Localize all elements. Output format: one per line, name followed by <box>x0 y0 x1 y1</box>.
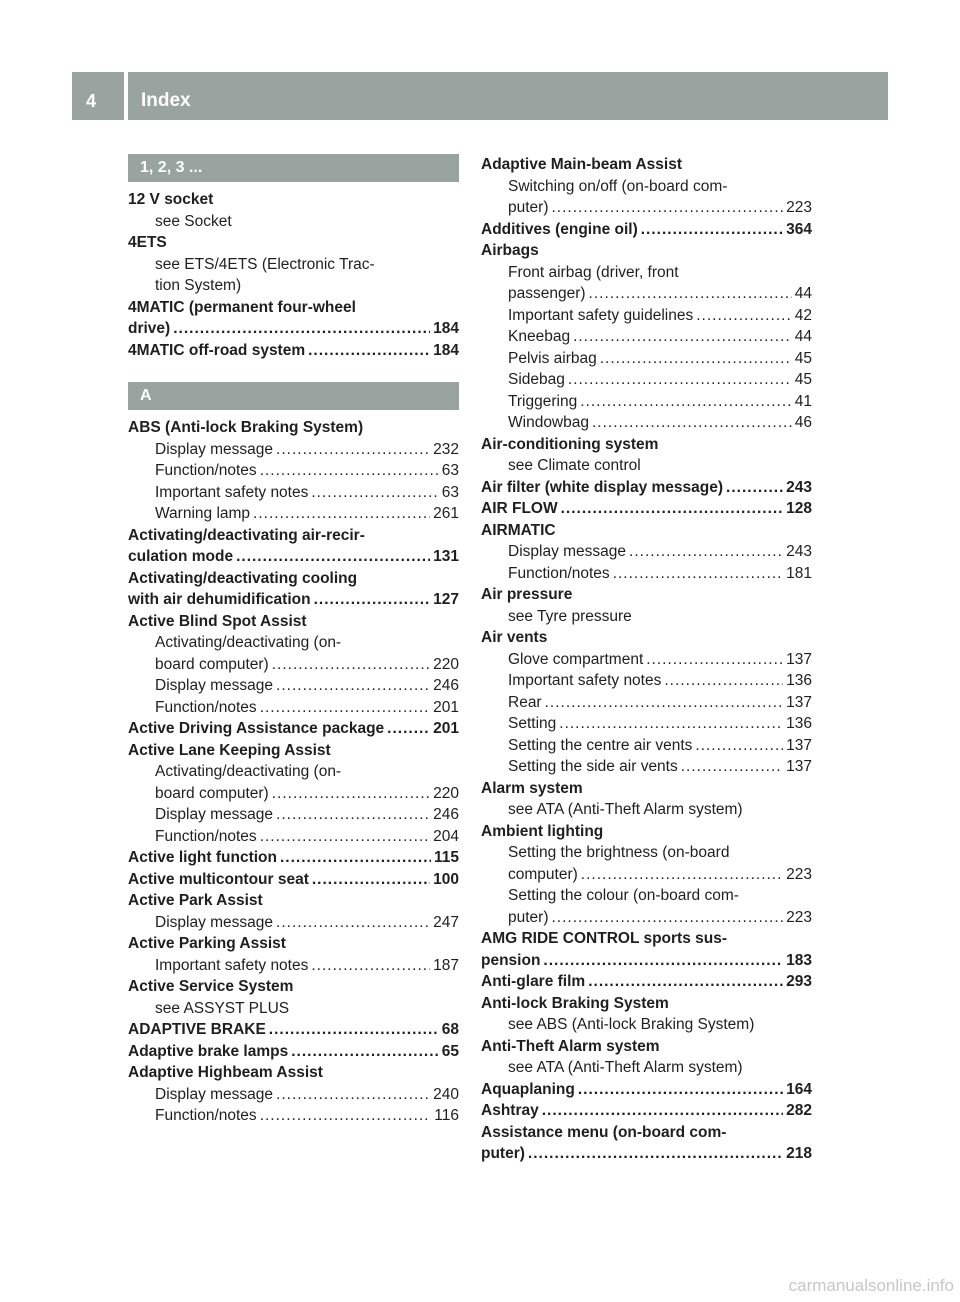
page-reference[interactable]: 232 <box>433 440 459 458</box>
index-subentry <box>481 1057 812 1079</box>
entry-text: Setting the colour (on-board com- <box>508 887 739 904</box>
entry-text: Important safety notes <box>508 672 662 689</box>
entry-text: puter) <box>508 199 549 216</box>
dot-leader <box>543 950 783 972</box>
index-entry[interactable] <box>481 864 812 886</box>
index-entry[interactable] <box>481 735 812 757</box>
index-subentry <box>128 254 459 276</box>
watermark: carmanualsonline.info <box>788 1276 954 1295</box>
dot-leader <box>272 783 430 805</box>
entry-text: culation mode <box>128 548 234 565</box>
index-keyword <box>128 417 459 439</box>
index-entry[interactable] <box>481 950 812 972</box>
index-keyword <box>128 1062 459 1084</box>
index-keyword <box>128 297 459 319</box>
entry-text: Function/notes <box>508 564 610 582</box>
entry-text: Display message <box>155 913 274 931</box>
dot-leader <box>173 318 430 340</box>
index-entry[interactable] <box>481 283 812 305</box>
dot-leader <box>629 541 783 563</box>
entry-text: drive) <box>128 320 171 337</box>
index-entry[interactable] <box>128 460 459 482</box>
entry-text: pension <box>481 951 541 969</box>
entry-text: tion System) <box>155 277 242 294</box>
page-reference[interactable]: 44 <box>794 328 812 345</box>
dot-leader <box>545 692 784 714</box>
index-entry[interactable] <box>481 412 812 434</box>
index-subentry <box>128 275 459 297</box>
index-keyword <box>481 520 812 542</box>
dot-leader <box>646 649 783 671</box>
index-entry[interactable] <box>128 1084 459 1106</box>
index-entry[interactable] <box>481 649 812 671</box>
entry-text: puter) <box>508 908 549 926</box>
entry-text: AIR FLOW <box>481 500 558 517</box>
index-subentry <box>481 455 812 477</box>
index-entry[interactable] <box>481 1143 812 1165</box>
index-entry[interactable] <box>128 1019 459 1041</box>
dot-leader <box>528 1143 783 1165</box>
entry-text: Display message <box>508 543 627 560</box>
index-subentry <box>481 799 812 821</box>
index-entry[interactable] <box>481 305 812 327</box>
entry-text: see ABS (Anti-lock Braking System) <box>508 1016 755 1033</box>
entry-text: Rear <box>508 693 542 711</box>
entry-text: Kneebag <box>508 328 571 345</box>
index-entry[interactable] <box>481 971 812 993</box>
index-subentry <box>481 1014 812 1036</box>
entry-text: Active Park Assist <box>128 892 263 909</box>
index-entry[interactable] <box>128 869 459 891</box>
index-entry[interactable] <box>481 756 812 778</box>
entry-text: Air pressure <box>481 586 573 603</box>
dot-leader <box>573 326 792 348</box>
header-title: Index <box>141 90 191 111</box>
page-reference[interactable]: 63 <box>441 462 459 479</box>
entry-text: Display message <box>155 806 274 823</box>
page-reference[interactable]: 42 <box>794 306 812 324</box>
page-reference[interactable]: 44 <box>794 285 812 302</box>
entry-text: Activating/deactivating cooling <box>128 569 358 587</box>
page-reference[interactable]: 136 <box>786 715 812 732</box>
index-subentry <box>481 176 812 198</box>
entry-text: see Socket <box>155 212 232 230</box>
dot-leader <box>696 305 792 327</box>
page-reference[interactable]: 100 <box>433 870 459 888</box>
page-reference[interactable]: 41 <box>794 392 812 410</box>
index-keyword <box>481 154 812 176</box>
entry-text: Pelvis airbag <box>508 349 597 367</box>
index-keyword <box>481 584 812 606</box>
index-keyword <box>481 778 812 800</box>
page-reference[interactable]: 293 <box>786 973 812 990</box>
page-reference[interactable]: 220 <box>433 655 459 673</box>
index-keyword <box>481 627 812 649</box>
dot-leader <box>613 563 783 585</box>
entry-text: Adaptive brake lamps <box>128 1042 289 1060</box>
entry-text: computer) <box>508 865 578 883</box>
index-entry[interactable] <box>128 1041 459 1063</box>
entry-text: Anti-lock Braking System <box>481 994 669 1012</box>
index-entry[interactable] <box>481 541 812 563</box>
header-bar <box>72 72 888 120</box>
page-reference[interactable]: 247 <box>433 913 459 931</box>
page-number: 4 <box>86 91 97 111</box>
dot-leader <box>276 1084 430 1106</box>
entry-text: Front airbag (driver, front <box>508 263 679 281</box>
index-keyword <box>128 525 459 547</box>
page-reference[interactable]: 45 <box>794 349 812 367</box>
entry-text: see ATA (Anti-Theft Alarm system) <box>508 1059 743 1076</box>
section-heading: 1, 2, 3 ... <box>128 154 459 182</box>
page-reference[interactable]: 201 <box>433 720 459 737</box>
index-entry[interactable] <box>128 340 459 362</box>
index-entry[interactable] <box>128 718 459 740</box>
page-reference[interactable]: 45 <box>794 371 812 388</box>
entry-text: Important safety notes <box>155 956 309 974</box>
page-reference[interactable]: 240 <box>433 1085 459 1103</box>
page-reference[interactable]: 184 <box>433 341 459 359</box>
entry-text: Air filter (white display message) <box>481 478 724 496</box>
entry-text: passenger) <box>508 285 586 302</box>
entry-text: Important safety guidelines <box>508 306 694 324</box>
dot-leader <box>568 369 792 391</box>
entry-text: Glove compartment <box>508 650 644 668</box>
dot-leader <box>260 460 439 482</box>
index-entry[interactable] <box>481 907 812 929</box>
entry-text: Function/notes <box>155 698 257 716</box>
index-entry[interactable] <box>128 439 459 461</box>
page-reference[interactable]: 243 <box>786 478 812 496</box>
index-keyword <box>481 240 812 262</box>
page-reference[interactable]: 246 <box>433 806 459 823</box>
dot-leader <box>276 675 430 697</box>
page-reference[interactable]: 127 <box>433 591 459 608</box>
dot-leader <box>236 546 430 568</box>
page-reference[interactable]: 116 <box>434 1107 459 1124</box>
dot-leader <box>260 1105 432 1127</box>
entry-text: Switching on/off (on-board com- <box>508 177 728 195</box>
dot-leader <box>588 971 783 993</box>
entry-text: 12 V socket <box>128 191 214 208</box>
index-keyword <box>481 928 812 950</box>
index-entry[interactable] <box>128 482 459 504</box>
dot-leader <box>542 1100 783 1122</box>
dot-leader <box>276 804 430 826</box>
index-entry[interactable] <box>481 197 812 219</box>
entry-text: Function/notes <box>155 462 257 479</box>
page-reference[interactable]: 137 <box>786 736 812 754</box>
entry-text: Setting the brightness (on-board <box>508 844 730 861</box>
page-reference[interactable]: 68 <box>441 1021 459 1038</box>
page-reference[interactable]: 218 <box>786 1145 812 1162</box>
page-reference[interactable]: 137 <box>786 693 812 711</box>
page-reference[interactable]: 204 <box>433 827 459 845</box>
index-subentry <box>481 842 812 864</box>
dot-leader <box>308 340 430 362</box>
index-entry[interactable] <box>481 391 812 413</box>
dot-leader <box>253 503 430 525</box>
dot-leader <box>269 1019 439 1041</box>
entry-text: Function/notes <box>155 1107 257 1124</box>
page-reference[interactable]: 115 <box>433 849 459 866</box>
dot-leader <box>552 907 784 929</box>
entry-text: Display message <box>155 440 274 458</box>
entry-text: Display message <box>155 677 274 694</box>
index-subentry <box>481 606 812 628</box>
index-section <box>128 382 459 1127</box>
dot-leader <box>552 197 784 219</box>
entry-text: Active Service System <box>128 978 294 995</box>
page-reference[interactable]: 223 <box>786 908 812 926</box>
index-entry[interactable] <box>481 1100 812 1122</box>
dot-leader <box>641 219 783 241</box>
entry-text: Anti-glare film <box>481 973 586 990</box>
entry-text: Adaptive Highbeam Assist <box>128 1064 323 1081</box>
dot-leader <box>592 412 792 434</box>
entry-text: Active Blind Spot Assist <box>128 612 307 630</box>
index-keyword <box>481 1036 812 1058</box>
entry-text: Alarm system <box>481 779 583 797</box>
index-section <box>128 154 459 361</box>
page-reference[interactable]: 243 <box>786 543 812 560</box>
dot-leader <box>581 864 783 886</box>
index-entry[interactable] <box>481 692 812 714</box>
entry-text: 4MATIC (permanent four-wheel <box>128 298 356 316</box>
entry-text: Ashtray <box>481 1102 539 1119</box>
index-entry[interactable] <box>481 369 812 391</box>
entry-text: Anti-Theft Alarm system <box>481 1037 660 1055</box>
index-entry[interactable] <box>128 546 459 568</box>
entry-text: Setting <box>508 715 557 732</box>
page-reference[interactable]: 201 <box>433 698 459 716</box>
page-reference[interactable]: 128 <box>786 500 812 517</box>
index-entry[interactable] <box>481 713 812 735</box>
index-entry[interactable] <box>128 912 459 934</box>
entry-text: Adaptive Main-beam Assist <box>481 156 682 173</box>
dot-leader <box>276 439 430 461</box>
index-entry[interactable] <box>481 326 812 348</box>
dot-leader <box>580 391 792 413</box>
dot-leader <box>600 348 792 370</box>
page-reference[interactable]: 181 <box>786 564 812 582</box>
index-keyword <box>128 890 459 912</box>
index-keyword <box>481 821 812 843</box>
entry-text: Aquaplaning <box>481 1080 575 1098</box>
dot-leader <box>311 482 438 504</box>
index-entry[interactable] <box>481 219 812 241</box>
index-keyword <box>128 933 459 955</box>
entry-text: Triggering <box>508 392 578 410</box>
entry-text: Activating/deactivating (on- <box>155 634 342 651</box>
page-reference[interactable]: 137 <box>786 650 812 668</box>
entry-text: Active Driving Assistance package <box>128 720 385 737</box>
entry-text: 4ETS <box>128 234 167 251</box>
dot-leader <box>260 697 430 719</box>
index-entry[interactable] <box>128 804 459 826</box>
entry-text: see Tyre pressure <box>508 607 632 625</box>
page-reference[interactable]: 246 <box>433 677 459 694</box>
entry-text: Active light function <box>128 849 277 866</box>
page-reference[interactable]: 136 <box>786 672 812 689</box>
entry-text: Active Parking Assist <box>128 935 286 952</box>
page-reference[interactable]: 164 <box>786 1080 812 1098</box>
entry-text: Airbags <box>481 242 539 259</box>
entry-text: board computer) <box>155 655 269 673</box>
page-reference[interactable]: 183 <box>786 951 812 969</box>
dot-leader <box>681 756 783 778</box>
entry-text: Air vents <box>481 629 548 646</box>
dot-leader <box>314 589 431 611</box>
index-entry[interactable] <box>481 670 812 692</box>
page-reference[interactable]: 220 <box>433 784 459 802</box>
dot-leader <box>578 1079 783 1101</box>
entry-text: Warning lamp <box>155 505 251 522</box>
index-keyword <box>481 1122 812 1144</box>
entry-text: see Climate control <box>508 457 641 474</box>
entry-text: AMG RIDE CONTROL sports sus- <box>481 930 728 947</box>
index-entry[interactable] <box>128 955 459 977</box>
index-subentry <box>481 885 812 907</box>
dot-leader <box>726 477 783 499</box>
index-entry[interactable] <box>128 675 459 697</box>
page-reference[interactable]: 282 <box>786 1102 812 1119</box>
index-entry[interactable] <box>128 697 459 719</box>
section-heading: A <box>128 382 459 410</box>
entry-text: Activating/deactivating (on- <box>155 763 342 780</box>
entry-text: Active Lane Keeping Assist <box>128 741 331 759</box>
index-entry[interactable] <box>481 563 812 585</box>
index-entry[interactable] <box>481 348 812 370</box>
entry-text: board computer) <box>155 784 269 802</box>
entry-text: see ETS/4ETS (Electronic Trac- <box>155 255 375 273</box>
entry-text: Additives (engine oil) <box>481 220 638 238</box>
entry-text: Setting the centre air vents <box>508 736 693 754</box>
entry-text: see ASSYST PLUS <box>155 999 290 1017</box>
entry-text: Ambient lighting <box>481 822 604 840</box>
dot-leader <box>276 912 430 934</box>
entry-text: Display message <box>155 1085 274 1103</box>
entry-text: AIRMATIC <box>481 521 556 539</box>
entry-text: Important safety notes <box>155 483 309 501</box>
index-entry[interactable] <box>128 1105 459 1127</box>
dot-leader <box>291 1041 439 1063</box>
dot-leader <box>589 283 792 305</box>
entry-text: ADAPTIVE BRAKE <box>128 1021 266 1038</box>
entry-text: ABS (Anti-lock Braking System) <box>128 419 364 436</box>
dot-leader <box>260 826 430 848</box>
page-reference[interactable]: 63 <box>441 483 459 501</box>
dot-leader <box>312 869 430 891</box>
dot-leader <box>664 670 783 692</box>
page-reference[interactable]: 131 <box>433 548 459 565</box>
index-entry[interactable] <box>128 589 459 611</box>
index-entry[interactable] <box>128 503 459 525</box>
dot-leader <box>280 847 431 869</box>
entry-text: Air-conditioning system <box>481 435 659 453</box>
index-keyword <box>128 232 459 254</box>
index-entry[interactable] <box>128 783 459 805</box>
dot-leader <box>311 955 430 977</box>
index-entry[interactable] <box>481 1079 812 1101</box>
index-keyword <box>481 434 812 456</box>
index-keyword <box>128 611 459 633</box>
entry-text: 4MATIC off-road system <box>128 341 306 359</box>
page-reference[interactable]: 46 <box>794 414 812 431</box>
entry-text: Windowbag <box>508 414 589 431</box>
index-keyword <box>128 189 459 211</box>
index-keyword <box>128 740 459 762</box>
entry-text: with air dehumidification <box>128 591 311 608</box>
page-reference[interactable]: 65 <box>441 1042 459 1060</box>
page-reference[interactable]: 184 <box>433 320 459 337</box>
dot-leader <box>272 654 430 676</box>
page-reference[interactable]: 261 <box>433 505 459 522</box>
index-entry[interactable] <box>481 498 812 520</box>
index-keyword <box>481 993 812 1015</box>
index-keyword <box>128 568 459 590</box>
dot-leader <box>561 498 784 520</box>
page-reference[interactable]: 223 <box>786 865 812 883</box>
index-entry[interactable] <box>128 654 459 676</box>
dot-leader <box>387 718 430 740</box>
dot-leader <box>695 735 783 757</box>
entry-text: Activating/deactivating air-recir- <box>128 526 365 544</box>
index-subentry <box>128 761 459 783</box>
index-entry[interactable] <box>128 847 459 869</box>
entry-text: see ATA (Anti-Theft Alarm system) <box>508 801 743 818</box>
header-divider <box>124 72 128 120</box>
index-entry[interactable] <box>481 477 812 499</box>
entry-text: Setting the side air vents <box>508 758 678 775</box>
page-reference[interactable]: 137 <box>786 758 812 775</box>
entry-text: Active multicontour seat <box>128 870 309 888</box>
page-reference[interactable]: 364 <box>786 220 812 238</box>
index-column-left <box>128 154 459 1133</box>
entry-text: Sidebag <box>508 371 565 388</box>
index-subentry <box>128 211 459 233</box>
dot-leader <box>559 713 783 735</box>
index-subentry <box>128 998 459 1020</box>
entry-text: Function/notes <box>155 827 257 845</box>
index-entry[interactable] <box>128 318 459 340</box>
entry-text: Assistance menu (on-board com- <box>481 1123 727 1141</box>
entry-text: puter) <box>481 1145 525 1162</box>
index-column-right <box>481 154 812 1165</box>
index-keyword <box>128 976 459 998</box>
index-subentry <box>128 632 459 654</box>
page-reference[interactable]: 223 <box>786 199 812 216</box>
page-reference[interactable]: 187 <box>433 956 459 974</box>
index-entry[interactable] <box>128 826 459 848</box>
index-subentry <box>481 262 812 284</box>
